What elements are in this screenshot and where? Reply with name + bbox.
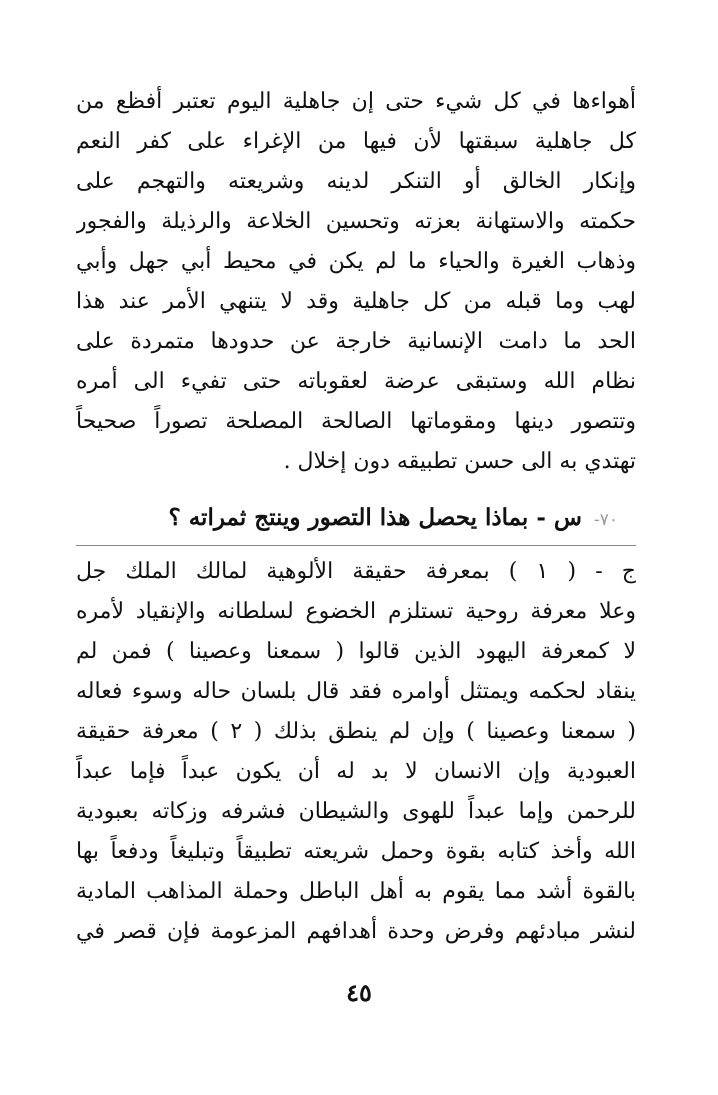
question-number-mark: ٧٠- <box>593 510 618 530</box>
question-heading <box>98 496 618 540</box>
text-line: أهواءها في كل شيء حتى إن جاهلية اليوم تعتبر أفظع من <box>76 89 636 114</box>
question-text: س - بماذا يحصل هذا التصور وينتج ثمراته ؟ <box>168 504 582 531</box>
text-line: للرحمن وإما عبداً للهوى والشيطان فشرفه وزكاته بعبودية <box>76 799 636 824</box>
text-line: الحد ما دامت الإنسانية خارجة عن حدودها متمردة على <box>76 329 636 354</box>
text-line: وذهاب الغيرة والحياء ما لم يكن في محيط أبي جهل وأبي <box>76 249 636 274</box>
text-line: ( سمعنا وعصينا ) وإن لم ينطق بذلك ( ٢ ) معرفة حقيقة <box>76 719 636 744</box>
text-line: كل جاهلية سبقتها لأن فيها من الإغراء على كفر النعم <box>76 129 636 154</box>
text-line: ج - ( ١ ) بمعرفة حقيقة الألوهية لمالك الملك جل <box>76 559 636 584</box>
text-line: نظام الله وستبقى عرضة لعقوباته حتى تفيء الى أمره <box>76 369 636 394</box>
text-line: ينقاد لحكمه ويمتثل أوامره فقد قال بلسان حاله وسوء فعاله <box>76 679 636 704</box>
page-number: ٤٥ <box>346 978 372 1007</box>
text-line: تهتدي به الى حسن تطبيقه دون إخلال . <box>283 449 636 474</box>
paragraph-1 <box>76 82 636 482</box>
paragraph-2 <box>76 552 636 952</box>
text-line: وعلا معرفة روحية تستلزم الخضوع لسلطانه والإنقياد لأمره <box>76 599 636 624</box>
text-line: لا كمعرفة اليهود الذين قالوا ( سمعنا وعصينا ) فمن لم <box>76 639 636 664</box>
text-line: الله وأخذ كتابه بقوة وحمل شريعته تطبيقاً وتبليغاً ودفعاً بها <box>76 839 636 864</box>
text-line: بالقوة أشد مما يقوم به أهل الباطل وحملة المذاهب المادية <box>76 879 636 904</box>
text-line: لنشر مبادئهم وفرض وحدة أهدافهم المزعومة فإن قصر في <box>76 919 636 944</box>
text-line: وتتصور دينها ومقوماتها الصالحة المصلحة تصوراً صحيحاً <box>76 409 636 434</box>
text-line: العبودية وإن الانسان لا بد له أن يكون عبداً فإما عبداً <box>76 759 636 784</box>
text-line: لهب وما قبله من كل جاهلية وقد لا يتنهي الأمر عند هذا <box>76 289 636 314</box>
text-line: حكمته والاستهانة بعزته وتحسين الخلاعة والرذيلة والفجور <box>76 209 636 234</box>
heading-divider <box>76 545 636 546</box>
text-line: وإنكار الخالق أو التنكر لدينه وشريعته والتهجم على <box>76 169 636 194</box>
